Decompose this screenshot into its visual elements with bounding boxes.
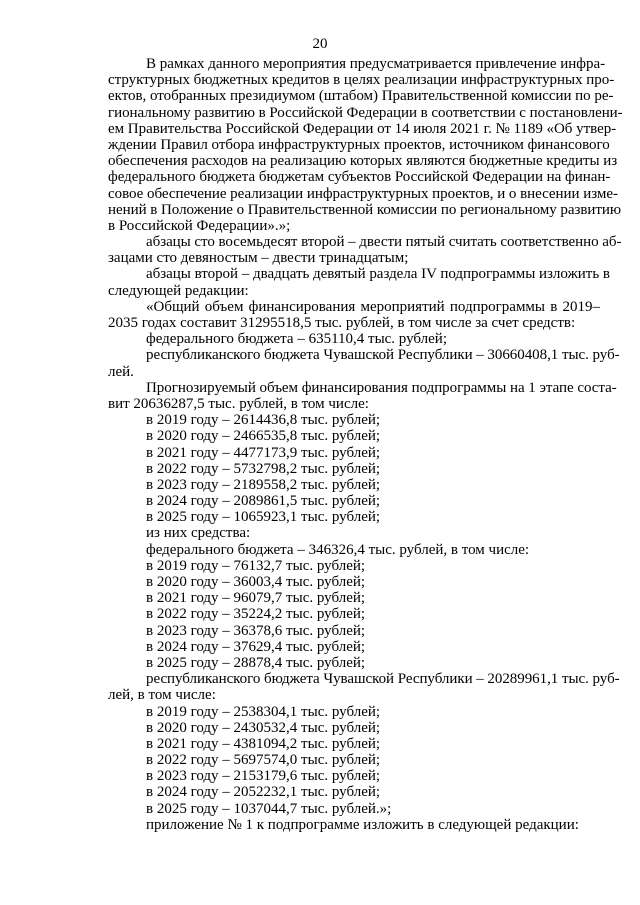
text-line: Прогнозируемый объем финансирования подпрограммы на 1 этапе соста- [146,379,617,396]
text-line: в 2023 году – 2189558,2 тыс. рублей; [146,476,381,493]
text-line: ектов, отобранных президиумом (штабом) Правительственной комиссии по ре- [108,88,614,105]
text-line: в 2023 году – 36378,6 тыс. рублей; [146,622,366,639]
text-line: в 2023 году – 2153179,6 тыс. рублей; [146,768,381,785]
page-number: 20 [312,36,328,52]
text-line: в 2020 году – 2466535,8 тыс. рублей; [146,428,381,445]
text-line: в 2019 году – 2538304,1 тыс. рублей; [146,703,381,720]
text-line: республиканского бюджета Чувашской Республики – 20289961,1 тыс. руб- [146,671,620,688]
text-line: зацами сто девяностым – двести тринадцатым; [108,250,409,267]
text-line: в 2019 году – 2614436,8 тыс. рублей; [146,412,381,429]
text-line: ждении Правил отбора инфраструктурных проектов, источником финансового [108,136,610,153]
text-line: республиканского бюджета Чувашской Республики – 30660408,1 тыс. руб- [146,347,620,364]
text-line: нений в Положение о Правительственной комиссии по региональному развитию [108,201,622,218]
text-line: «Общий объем финансирования мероприятий подпрограммы в 2019– [146,298,600,315]
text-line: в 2022 году – 5697574,0 тыс. рублей; [146,752,381,769]
text-line: в 2025 году – 1065923,1 тыс. рублей; [146,509,381,526]
text-line: в 2020 году – 36003,4 тыс. рублей; [146,574,366,590]
text-line: абзацы второй – двадцать девятый раздела IV подпрограммы изложить в [146,266,610,283]
document-body [108,56,623,833]
text-line: в 2021 году – 96079,7 тыс. рублей; [146,590,366,607]
text-line: лей, в том числе: [108,687,216,704]
text-line: гиональному развитию в Российской Федерации в соответствии с постановлени- [108,104,623,121]
text-line: следующей редакции: [108,282,249,299]
text-line: абзацы сто восемьдесят второй – двести пятый считать соответственно аб- [146,234,622,251]
text-line: из них средства: [146,525,251,542]
text-line: в 2025 году – 28878,4 тыс. рублей; [146,654,366,671]
text-line: в 2020 году – 2430532,4 тыс. рублей; [146,719,381,736]
text-line: в 2019 году – 76132,7 тыс. рублей; [146,557,366,574]
text-line: ем Правительства Российской Федерации от 14 июля 2021 г. № 1189 «Об утвер- [108,120,617,137]
text-line: в Российской Федерации».»; [108,217,291,234]
text-line: В рамках данного мероприятия предусматривается привлечение инфра- [146,56,606,72]
text-line: 2035 годах составит 31295518,5 тыс. рублей, в том числе за счет средств: [108,315,576,331]
text-line: федерального бюджета бюджетам субъектов Российской Федерации на финан- [108,169,611,186]
text-line: в 2022 году – 5732798,2 тыс. рублей; [146,460,381,477]
text-line: в 2024 году – 2052232,1 тыс. рублей; [146,784,381,801]
text-line: совое обеспечение реализации инфраструктурных проектов, и о внесении изме- [108,185,618,202]
text-line: в 2022 году – 35224,2 тыс. рублей; [146,606,366,623]
text-line: обеспечения расходов на реализацию которых являются бюджетные кредиты из [108,153,618,170]
text-line: лей. [108,363,134,380]
text-line: приложение № 1 к подпрограмме изложить в следующей редакции: [146,816,579,833]
text-line: в 2021 году – 4477173,9 тыс. рублей; [146,444,381,461]
text-line: в 2024 году – 37629,4 тыс. рублей; [146,638,366,655]
text-line: в 2021 году – 4381094,2 тыс. рублей; [146,735,381,752]
text-line: федерального бюджета – 635110,4 тыс. рублей; [146,331,448,348]
text-line: вит 20636287,5 тыс. рублей, в том числе: [108,395,369,412]
text-line: в 2025 году – 1037044,7 тыс. рублей.»; [146,800,392,817]
text-line: федерального бюджета – 346326,4 тыс. рублей, в том числе: [146,541,530,558]
text-line: структурных бюджетных кредитов в целях реализации инфраструктурных про- [108,72,615,89]
text-line: в 2024 году – 2089861,5 тыс. рублей; [146,493,381,510]
